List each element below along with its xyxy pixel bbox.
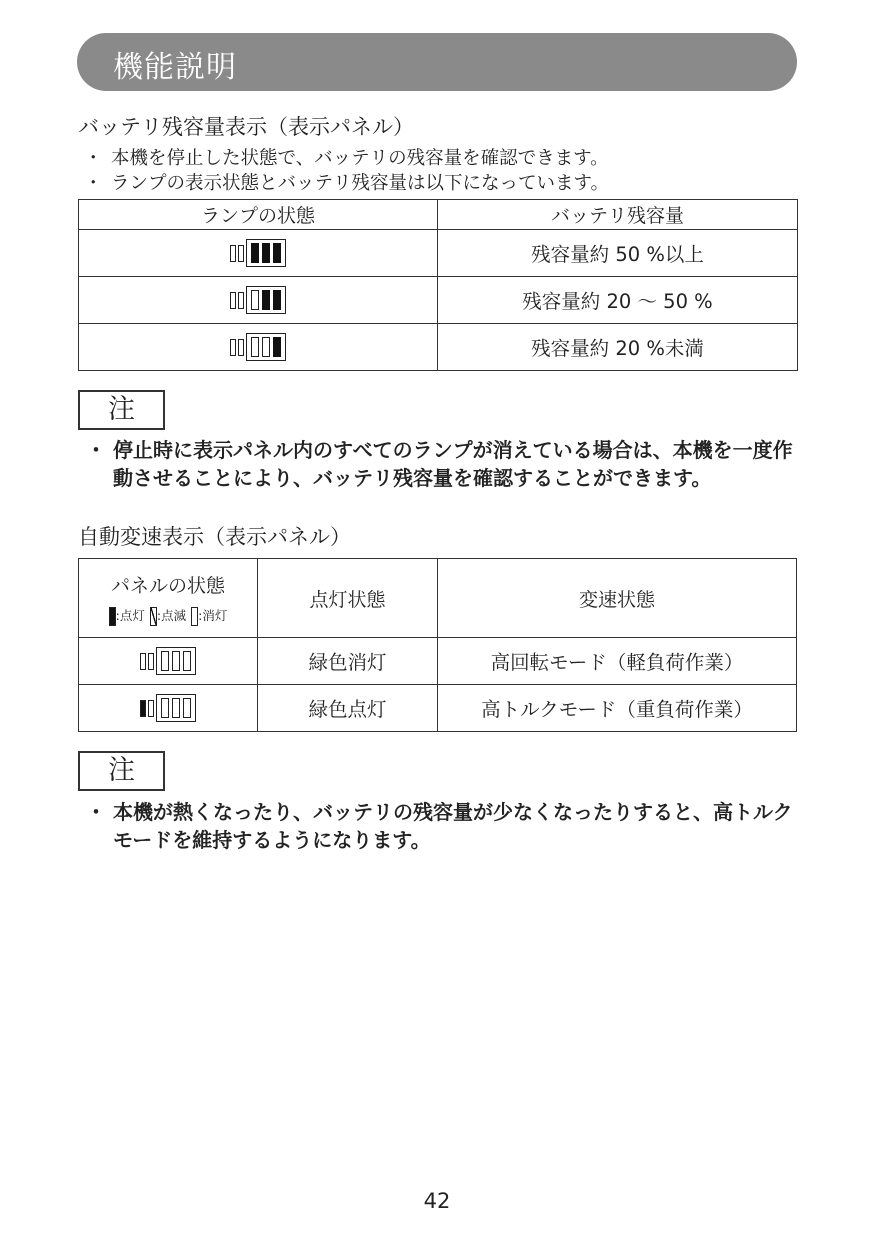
battery-lamp-indicator	[230, 286, 286, 314]
note-text: 停止時に表示パネル内のすべてのランプが消えている場合は、本機を一度作動させることにより、バッテリ残容量を確認することができます。	[113, 438, 793, 490]
table-row	[79, 638, 797, 685]
speed-lamp-indicator	[140, 647, 196, 675]
gear-state-cell: 高回転モード（軽負荷作業）	[438, 638, 797, 685]
table-row	[79, 277, 798, 324]
light-state-cell: 緑色点灯	[258, 685, 438, 732]
battery-lamp-indicator	[230, 239, 286, 267]
lamp-cell	[79, 324, 438, 371]
battery-table	[78, 199, 798, 371]
battery-heading: バッテリ残容量表示（表示パネル）	[78, 115, 414, 139]
light-state-cell: 緑色消灯	[258, 638, 438, 685]
speed-note: ・ 本機が熱くなったり、バッテリの残容量が少なくなったりすると、高トルクモードを維持するようになります。	[86, 798, 803, 854]
table-row	[79, 324, 798, 371]
lamp-cell	[79, 230, 438, 277]
col-header-capacity: バッテリ残容量	[438, 200, 798, 230]
table-row	[79, 230, 798, 277]
lamp-blink-swatch-icon	[150, 607, 157, 626]
gear-state-cell: 高トルクモード（重負荷作業）	[438, 685, 797, 732]
capacity-cell: 残容量約 50 %以上	[438, 230, 798, 277]
lamp-cell	[79, 277, 438, 324]
table-row	[79, 685, 797, 732]
panel-cell	[79, 638, 258, 685]
speed-lamp-indicator	[140, 694, 196, 722]
panel-cell	[79, 685, 258, 732]
note-text: 本機が熱くなったり、バッテリの残容量が少なくなったりすると、高トルクモードを維持するようになります。	[113, 800, 793, 852]
note-label-box: 注	[78, 390, 165, 430]
battery-note: ・ 停止時に表示パネル内のすべてのランプが消えている場合は、本機を一度作動させることにより、バッテリ残容量を確認することができます。	[86, 436, 803, 492]
section-title-banner	[77, 33, 797, 91]
capacity-cell: 残容量約 20 ～ 50 %	[438, 277, 798, 324]
col-header-light-state: 点灯状態	[258, 559, 438, 638]
bullet-item: ・ ランプの表示状態とバッテリ残容量は以下になっています。	[84, 173, 610, 194]
bullet-item: ・ 本機を停止した状態で、バッテリの残容量を確認できます。	[84, 148, 609, 169]
note-label-box: 注	[78, 751, 165, 791]
battery-bullets	[84, 146, 609, 196]
panel-state-label: パネルの状態	[110, 574, 225, 597]
battery-lamp-indicator	[230, 333, 286, 361]
page-number: 42	[423, 1189, 451, 1213]
col-header-lamp-state: ランプの状態	[79, 200, 438, 230]
speed-table	[78, 558, 797, 732]
speed-heading: 自動変速表示（表示パネル）	[78, 525, 351, 549]
col-header-gear-state: 変速状態	[438, 559, 797, 638]
lamp-on-swatch-icon	[109, 607, 116, 626]
capacity-cell: 残容量約 20 %未満	[438, 324, 798, 371]
col-header-panel-state	[79, 559, 258, 638]
section-title: 機能説明	[113, 50, 237, 85]
legend: :点灯 :点滅 :消灯	[79, 606, 257, 626]
